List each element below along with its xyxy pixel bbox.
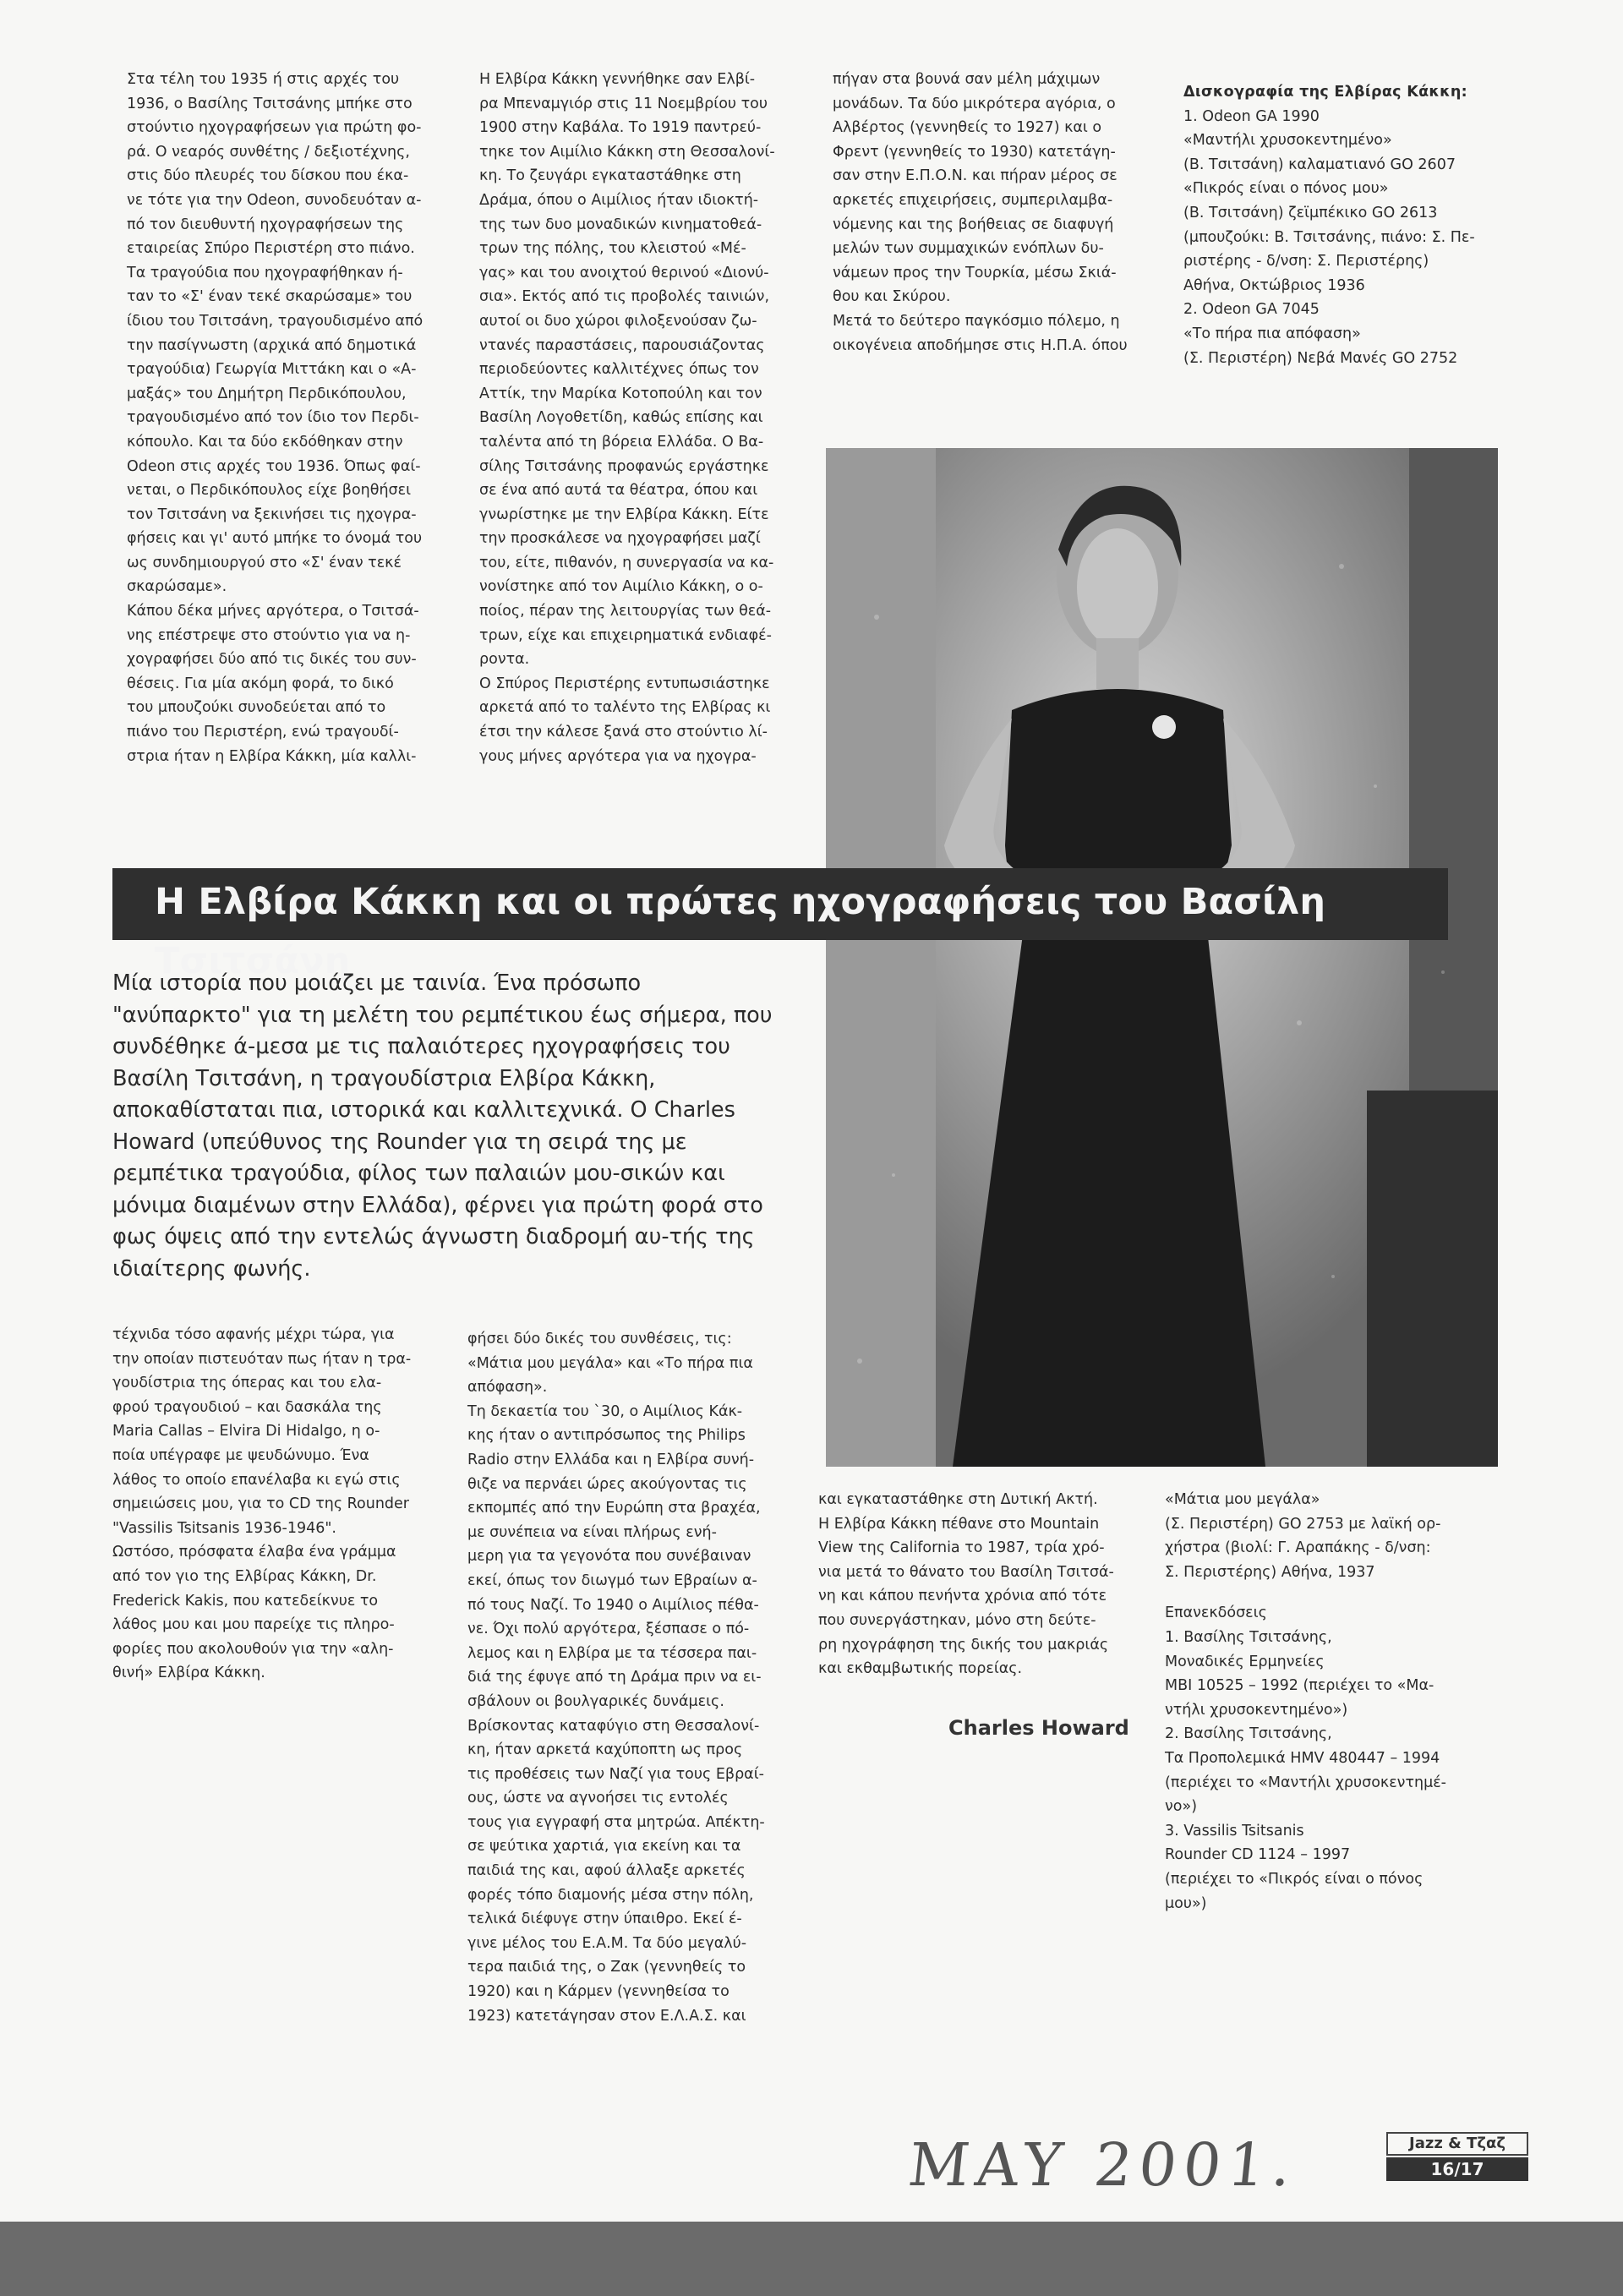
page-numbers: 16/17 (1386, 2157, 1528, 2181)
page-badge (1386, 2132, 1528, 2184)
reissues-title: Επανεκδόσεις (1165, 1604, 1267, 1622)
article-intro: Μία ιστορία που μοιάζει με ταινία. Ένα πρόσωπο "ανύπαρκτο" για τη μελέτη του ρεμπέτικου έως σήμερα, που συνδέθηκε ά-μεσα με τις παλαιότερες ηχογραφήσεις του Βασίλη Τσιτσάνη, η τραγουδίστρια Ελβίρα Κάκκη, αποκαθίσταται πια, ιστορικά και καλλιτεχνικά. Ο Charles Howard (υπεύθυνος της Rounder για τη σειρά της με ρεμπέτικα τραγούδια, φίλος των παλαιών μου-σικών και μόνιμα διαμένων στην Ελλάδα), φέρνει για πρώτη φορά στο φως όψεις από την εντελώς άγνωστη διαδρομή αυ-τής της ιδιαίτερης φωνής. (112, 970, 773, 1282)
author-signature: Charles Howard (948, 1716, 1129, 1740)
discography-list: 1. Odeon GA 1990 «Μαντήλι χρυσοκεντημένο» (Β. Τσιτσάνη) καλαματιανό GO 2607 «Πικρός είναι ο πόνος μου» (Β. Τσιτσάνη) ζεϊμπέκικο GO 2613 (μπουζούκι: Β. Τσιτσάνης, πιάνο: Σ. Πε- ριστέρης - δ/νση: Σ. Περιστέρης) Αθήνα, Οκτώβριος 1936 2. Odeon GA 7045 «Το πήρα πια απόφαση» (Σ. Περιστέρη) Νεβά Μανές GO 2752 (1183, 107, 1475, 367)
article-text: τέχνιδα τόσο αφανής μέχρι τώρα, για την οποίαν πιστευόταν πως ήταν η τρα- γουδίστρια της όπερας και του ελα- φρού τραγουδιού – και δασκάλα της Maria Callas – Elvira Di Hidalgo, η ο- ποία υπέγραφε με ψευδώνυμο. Ένα λάθος το οποίο επανέλαβα κι εγώ στις σημειώσεις μου, για το CD της Rounder "Vassilis Tsitsanis 1936-1946". Ωστόσο, πρόσφατα έλαβα ένα γράμμα από τον γιο της Ελβίρας Κάκκη, Dr. Frederick Kakis, που κατεδείκνυε το λάθος μου και μου παρείχε τις πληρο- φορίες που ακολουθούν για την «αλη- θινή» Ελβίρα Κάκκη. (112, 1326, 412, 1682)
discography-box (1183, 80, 1522, 370)
magazine-name: Jazz & Τζαζ (1386, 2132, 1528, 2156)
article-headline: Η Ελβίρα Κάκκη και οι πρώτες ηχογραφήσεις του Βασίλη Τσιτσάνη (155, 881, 1326, 982)
article-column-3 (833, 68, 1133, 358)
article-column-6 (818, 1488, 1127, 1681)
article-column-4 (112, 1323, 421, 1686)
reissues-list: 1. Βασίλης Τσιτσάνης, Μοναδικές Ερμηνείες MBI 10525 – 1992 (περιέχει το «Μα- ντήλι χρυσοκεντημένο») 2. Βασίλης Τσιτσάνης, Τα Προπολεμικά HMV 480447 – 1994 (περιέχει το «Μαντήλι χρυσοκεντημέ- νο») 3. Vassilis Tsitsanis Rounder CD 1124 – 1997 (περιέχει το «Πικρός είναι ο πόνος μου») (1165, 1628, 1446, 1912)
scan-edge-strip (0, 2222, 1623, 2296)
handwritten-date: MAY 2001. (904, 2130, 1302, 2200)
article-text: φήσει δύο δικές του συνθέσεις, τις: «Μάτια μου μεγάλα» και «Το πήρα πια απόφαση». Τη δεκαετία του `30, ο Αιμίλιος Κάκ- κης ήταν ο αντιπρόσωπος της Philips Radio στην Ελλάδα και η Ελβίρα συνή- θιζε να περνάει ώρες ακούγοντας τις εκπομπές από την Ευρώπη στα βραχέα, με συνέπεια να είναι πλήρως ενή- μερη για τα γεγονότα που συνέβαιναν εκεί, όπως τον διωγμό των Εβραίων α- πό τους Ναζί. Το 1940 ο Αιμίλιος πέθα- νε. Όχι πολύ αργότερα, ξέσπασε ο πό- λεμος και η Ελβίρα με τα τέσσερα παι- διά της έφυγε από τη Δράμα πριν να ει- σβάλουν οι βουλγαρικές δυνάμεις. Βρίσκοντας καταφύγιο στη Θεσσαλονί- κη, ήταν αρκετά καχύποπτη ως προς τις προθέσεις των Ναζί για τους Εβραί- ους, ώστε να αγνοήσει τις εντολές τους για εγγραφή στα μητρώα. Απέκτη- σε ψεύτικα χαρτιά, για εκείνη και τα παιδιά της και, αφού άλλαξε αρκετές φορές τόπο διαμονής μέσα στην πόλη, τελικά διέφυγε στην ύπαιθρο. Εκεί έ- γινε μέλος του Ε.Α.Μ. Τα δύο μεγαλύ- τερα παιδιά της, ο Ζακ (γεννηθείς το 1920) και η Κάρμεν (γεννηθείσα το 1923) κατετάγησαν στον Ε.Λ.Α.Σ. και (467, 1331, 765, 2025)
discography-continued (1165, 1488, 1486, 1916)
article-text: Η Ελβίρα Κάκκη γεννήθηκε σαν Ελβί- ρα Μπεναμγιόρ στις 11 Νοεμβρίου του 1900 στην Καβάλα. Το 1919 παντρεύ- τηκε τον Αιμίλιο Κάκκη στη Θεσσαλονί- κη. Το ζευγάρι εγκαταστάθηκε στη Δράμα, όπου ο Αιμίλιος ήταν ιδιοκτή- της των δυο μοναδικών κινηματοθεά- τρων της πόλης, του κλειστού «Μέ- γας» και του ανοιχτού θερινού «Διονύ- σια». Εκτός από τις προβολές ταινιών, αυτοί οι δυο χώροι φιλοξενούσαν ζω- ντανές παραστάσεις, παρουσιάζοντας περιοδεύοντες καλλιτέχνες όπως τον Αττίκ, την Μαρίκα Κοτοπούλη και τον Βασίλη Λογοθετίδη, καθώς επίσης και ταλέντα από τη βόρεια Ελλάδα. Ο Βα- σίλης Τσιτσάνης προφανώς εργάστηκε σε ένα από αυτά τα θέατρα, όπου και γνωρίστηκε με την Ελβίρα Κάκκη. Είτε την προσκάλεσε να ηχογραφήσει μαζί του, είτε, πιθανόν, η συνεργασία να κα- νονίστηκε από τον Αιμίλιο Κάκκη, ο ο- ποίος, πέραν της λειτουργίας των θεά- τρων, είχε και επιχειρηματικά ενδιαφέ- ροντα. Ο Σπύρος Περιστέρης εντυπωσιάστηκε αρκετά από το ταλέντο της Ελβίρας κι έτσι την κάλεσε ξανά στο στούντιο λί- γους μήνες αργότερα για να ηχογρα- (479, 71, 775, 765)
article-text: πήγαν στα βουνά σαν μέλη μάχιμων μονάδων. Τα δύο μικρότερα αγόρια, ο Αλβέρτος (γεννηθείς το 1927) και ο Φρεντ (γεννηθείς το 1930) κατετάγη- σαν στην Ε.Π.Ο.Ν. και πήραν μέρος σε αρκετές επιχειρήσεις, συμπεριλαμβα- νόμενης και της βοήθειας σε διαφυγή μελών των συμμαχικών ενόπλων δυ- νάμεων προς την Τουρκία, μέσω Σκιά- θου και Σκύρου. Μετά το δεύτερο παγκόσμιο πόλεμο, η οικογένεια αποδήμησε στις Η.Π.Α. όπου (833, 71, 1128, 354)
article-column-2 (479, 68, 779, 768)
article-text: και εγκαταστάθηκε στη Δυτική Ακτή. Η Ελβίρα Κάκκη πέθανε στο Mountain View της California το 1987, τρία χρό- νια μετά το θάνατο του Βασίλη Τσιτσά- νη και κάπου πενήντα χρόνια από τότε που συνεργάστηκαν, μόνο στη δεύτε- ρη ηχογράφηση της δικής του μακριάς και εκθαμβωτικής πορείας. (818, 1491, 1114, 1678)
discography-title: Δισκογραφία της Ελβίρας Κάκκη: (1183, 84, 1467, 101)
article-column-5 (467, 1327, 772, 2028)
article-column-1 (127, 68, 427, 768)
article-text: Στα τέλη του 1935 ή στις αρχές του 1936, ο Βασίλης Τσιτσάνης μπήκε στο στούντιο ηχογραφήσεων για πρώτη φο- ρά. Ο νεαρός συνθέτης / δεξιοτέχνης, στις δύο πλευρές του δίσκου που έκα- νε τότε για την Odeon, συνοδευόταν α- πό τον διευθυντή ηχογραφήσεων της εταιρείας Σπύρο Περιστέρη στο πιάνο. Τα τραγούδια που ηχογραφήθηκαν ή- ταν το «Σ' έναν τεκέ σκαρώσαμε» του ίδιου του Τσιτσάνη, τραγουδισμένο από την πασίγνωστη (αρχικά από δημοτικά τραγούδια) Γεωργία Μιττάκη και ο «Α- μαξάς» του Δημήτρη Περδικόπουλου, τραγουδισμένο από τον ίδιο τον Περδι- κόπουλο. Και τα δύο εκδόθηκαν στην Odeon στις αρχές του 1936. Όπως φαί- νεται, ο Περδικόπουλος είχε βοηθήσει τον Τσιτσάνη να ξεκινήσει τις ηχογρα- φήσεις και γι' αυτό μπήκε το όνομά του ως συνδημιουργού στο «Σ' έναν τεκέ σκαρώσαμε». Κάπου δέκα μήνες αργότερα, ο Τσιτσά- νης επέστρεψε στο στούντιο για να η- χογραφήσει δύο από τις δικές του συν- θέσεις. Για μία ακόμη φορά, το δικό του μπουζούκι συνοδεύεται από το πιάνο του Περιστέρη, ενώ τραγουδί- στρια ήταν η Ελβίρα Κάκκη, μία καλλι- (127, 71, 424, 765)
discography-list: «Μάτια μου μεγάλα» (Σ. Περιστέρη) GO 2753 με λαϊκή ορ- χήστρα (βιολί: Γ. Αραπάκης - δ/νση: Σ. Περιστέρης) Αθήνα, 1937 (1165, 1491, 1441, 1581)
